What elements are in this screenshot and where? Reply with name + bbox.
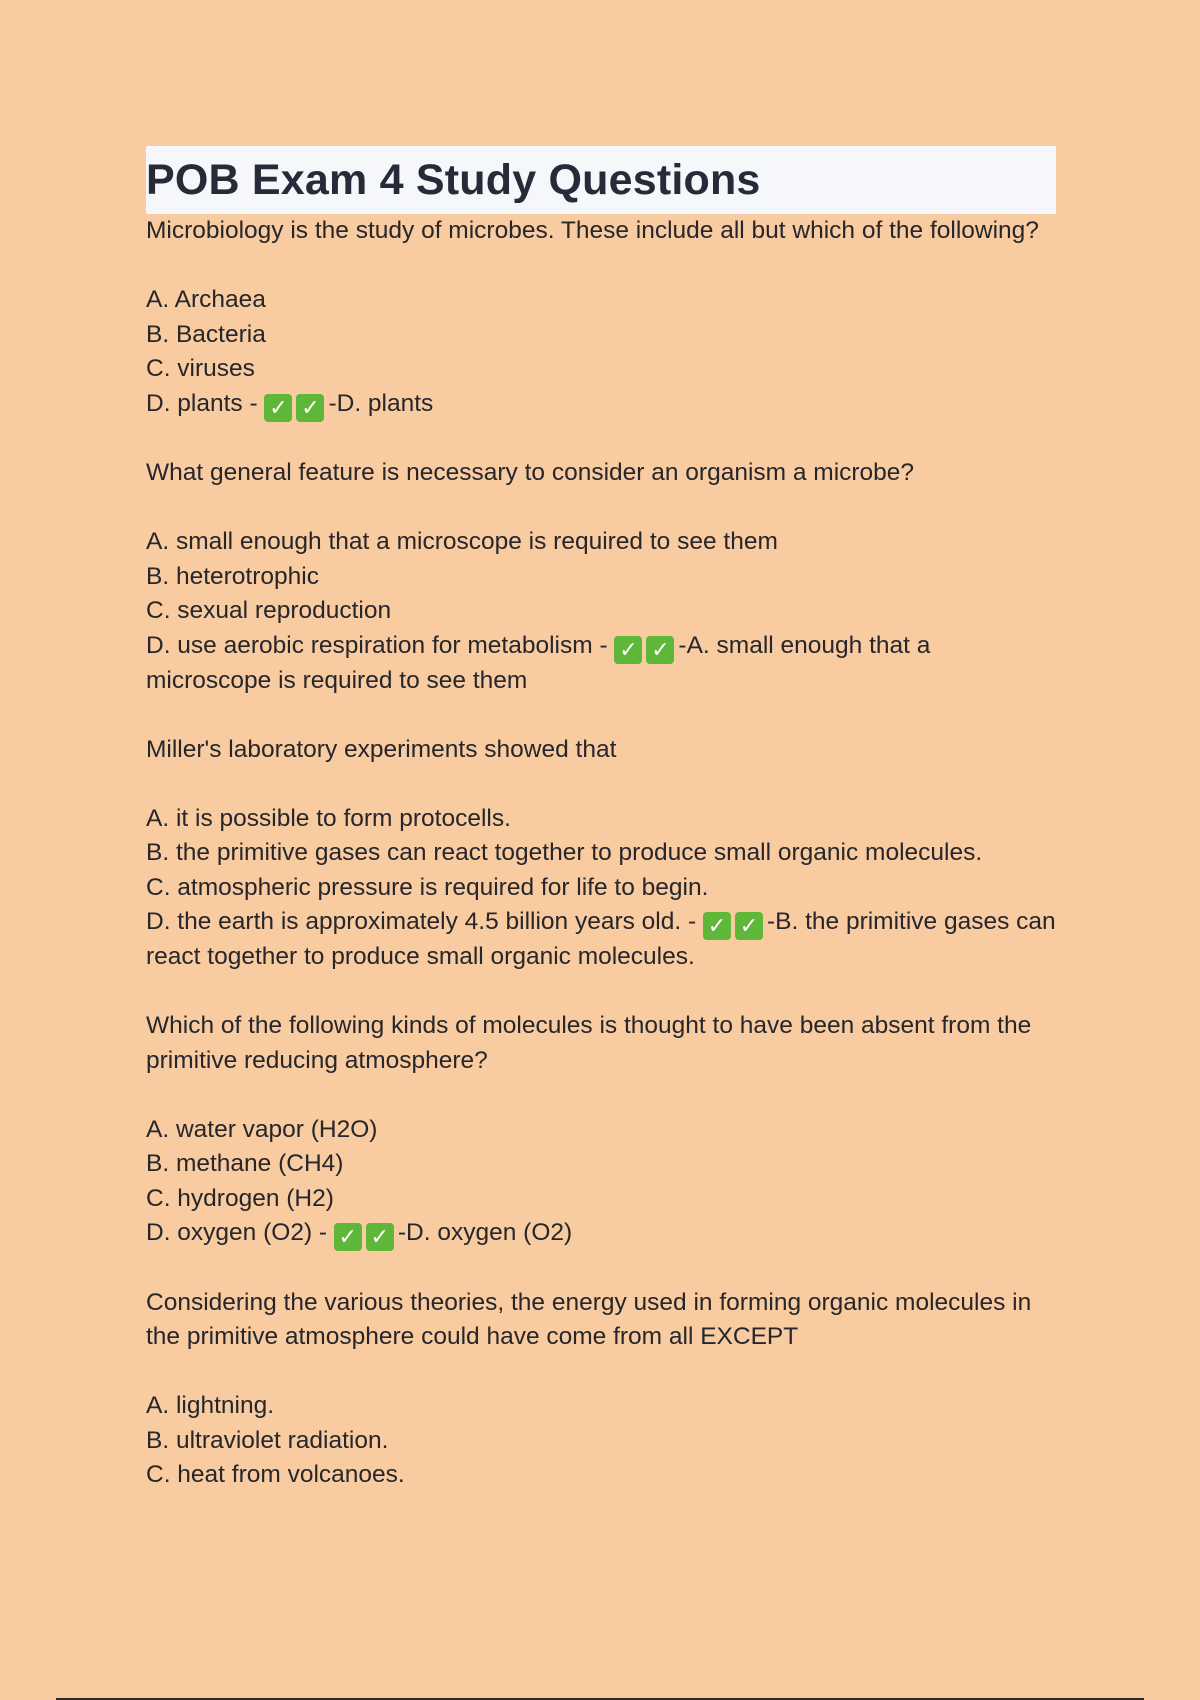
document-page — [146, 146, 1056, 1493]
question-text: Which of the following kinds of molecules is thought to have been absent from the primitive reducing atmosphere? — [146, 1012, 1032, 1074]
answer-option: B. methane (CH4) — [146, 1150, 344, 1177]
check-mark-icon: ✓ — [646, 636, 674, 664]
question-text: Miller's laboratory experiments showed that — [146, 735, 617, 763]
answer-option: A. lightning. — [146, 1392, 275, 1419]
answer-option: B. ultraviolet radiation. — [146, 1426, 389, 1454]
answer-option: C. viruses — [146, 355, 255, 382]
answer-option: C. sexual reproduction — [146, 597, 392, 624]
answer-option-text: D. plants - — [146, 389, 265, 417]
answer-option: A. it is possible to form protocells. — [146, 804, 511, 832]
check-mark-icon: ✓ — [264, 394, 292, 422]
answer-key: -D. oxygen (O2) — [397, 1219, 573, 1246]
check-mark-icon: ✓ — [296, 394, 324, 422]
answer-option-with-key — [146, 387, 1056, 422]
answer-key: -A. small enough that a microscope is required to see them — [146, 631, 931, 694]
answer-key: -D. plants — [328, 389, 434, 417]
answer-option: C. atmospheric pressure is required for life to begin. — [146, 873, 709, 901]
document-title: POB Exam 4 Study Questions — [146, 155, 761, 204]
check-mark-icon: ✓ — [735, 912, 763, 940]
answer-option-with-key — [146, 629, 1056, 699]
answer-option: C. hydrogen (H2) — [146, 1184, 334, 1212]
answer-option-with-key — [146, 1216, 1056, 1251]
question-text: What general feature is necessary to consider an organism a microbe? — [146, 459, 915, 486]
answer-option: B. heterotrophic — [146, 562, 319, 590]
check-mark-icon: ✓ — [614, 636, 642, 664]
question-text: Considering the various theories, the energy used in forming organic molecules in the primitive atmosphere could have come from all EXCEPT — [146, 1288, 1032, 1350]
question-text: Microbiology is the study of microbes. These include all but which of the following? — [146, 217, 1039, 244]
answer-key: -B. the primitive gases can react together to produce small organic molecules. — [146, 908, 1056, 970]
document-content — [146, 214, 1056, 1493]
answer-option-text: D. oxygen (O2) - — [146, 1219, 334, 1246]
check-mark-icon: ✓ — [334, 1223, 362, 1251]
answer-option: B. the primitive gases can react together to produce small organic molecules. — [146, 839, 983, 866]
answer-option: A. Archaea — [146, 286, 266, 313]
answer-option-text: D. the earth is approximately 4.5 billion years old. - — [146, 908, 703, 935]
answer-option: A. water vapor (H2O) — [146, 1115, 378, 1143]
title-bar — [146, 146, 1056, 214]
answer-option-with-key — [146, 905, 1056, 975]
answer-option: C. heat from volcanoes. — [146, 1461, 405, 1488]
answer-option: B. Bacteria — [146, 320, 266, 348]
check-mark-icon: ✓ — [366, 1223, 394, 1251]
check-mark-icon: ✓ — [703, 912, 731, 940]
answer-option: A. small enough that a microscope is required to see them — [146, 528, 778, 555]
answer-option-text: D. use aerobic respiration for metabolism - — [146, 631, 615, 659]
